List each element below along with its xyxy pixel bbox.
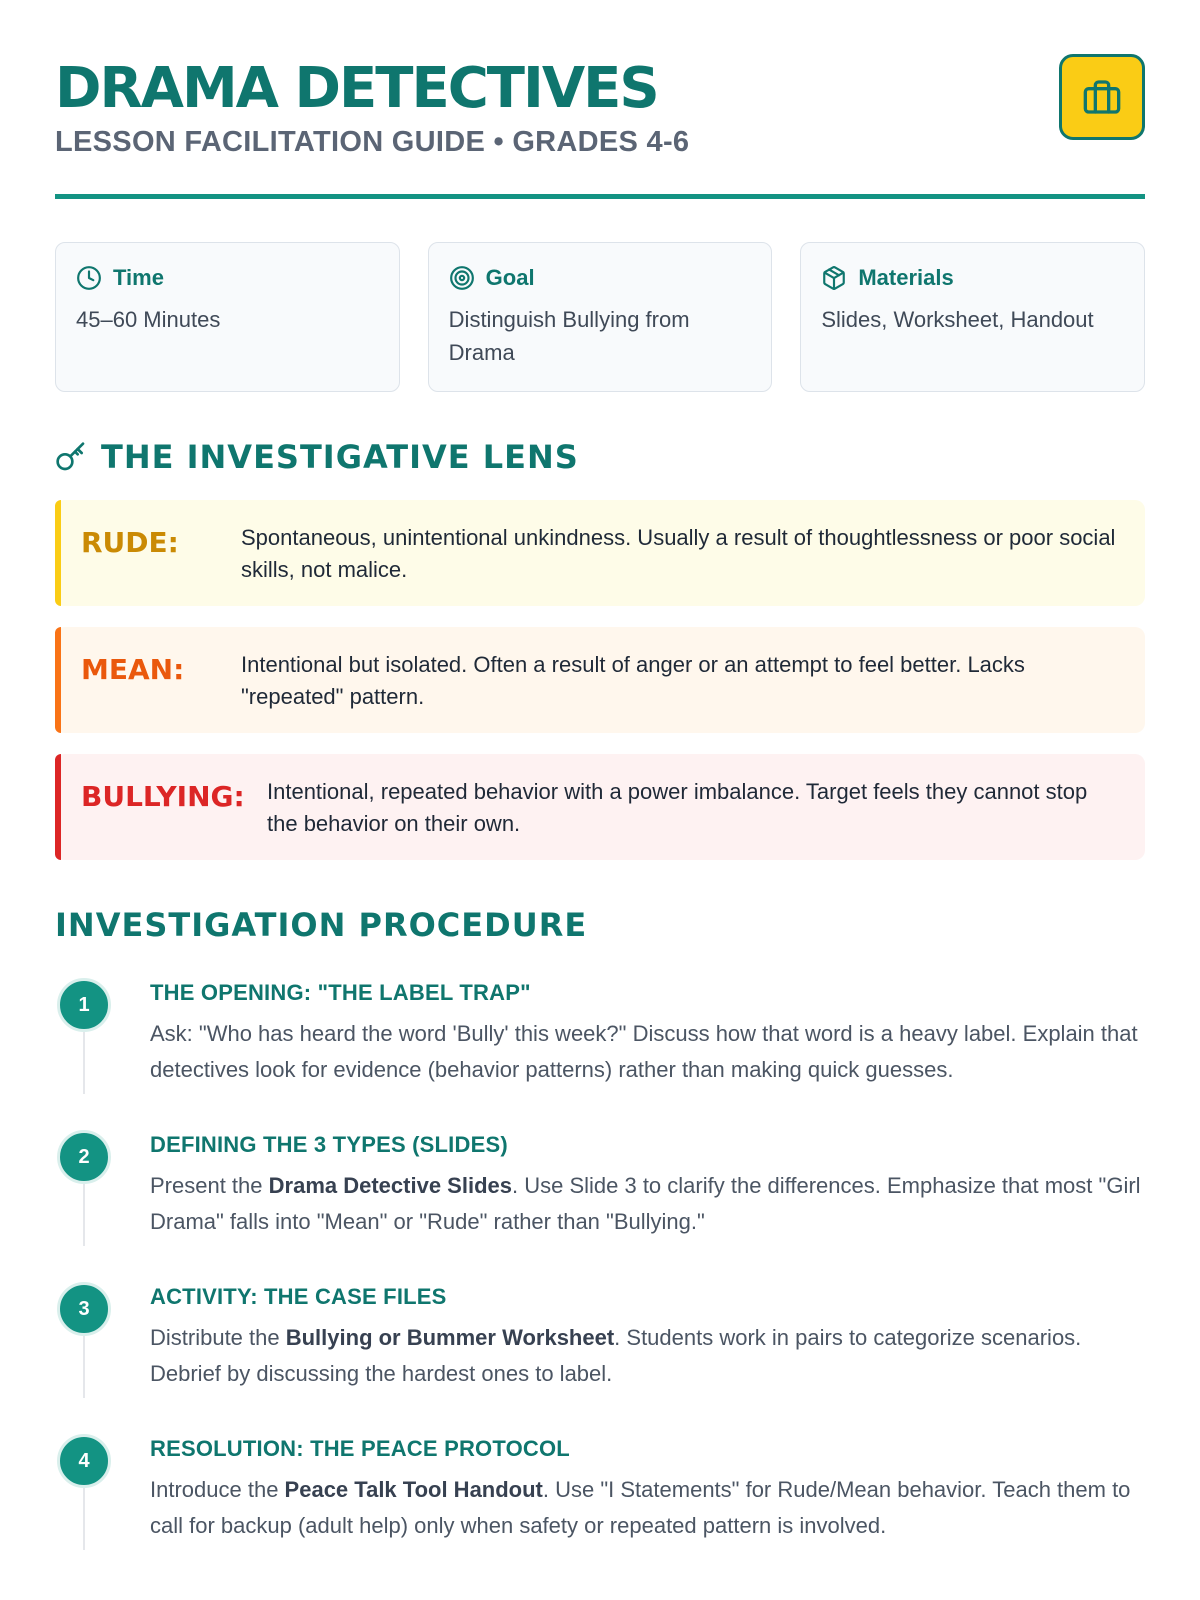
procedure-section-title: INVESTIGATION PROCEDURE (55, 906, 588, 944)
definition-bullying (55, 754, 1145, 860)
target-icon (449, 265, 475, 291)
step-heading: THE OPENING: "THE LABEL TRAP" (150, 980, 531, 1005)
info-card-title: Goal (485, 265, 535, 290)
step-heading: DEFINING THE 3 TYPES (SLIDES) (150, 1132, 508, 1157)
header-divider (55, 194, 1145, 199)
step-number: 2 (57, 1130, 111, 1184)
step-number: 4 (57, 1434, 111, 1488)
definition-mean (55, 627, 1145, 733)
definition-term: BULLYING: (81, 780, 245, 813)
briefcase-badge (1059, 54, 1145, 140)
info-card-goal (428, 242, 773, 392)
step-connector (83, 1184, 85, 1246)
procedure-step (55, 978, 1145, 1130)
lens-section-title (55, 438, 1145, 476)
page-title: DRAMA DETECTIVES (55, 56, 658, 121)
definition-rude (55, 500, 1145, 606)
procedure-step (55, 1130, 1145, 1282)
step-connector (83, 1488, 85, 1550)
step-connector (83, 1336, 85, 1398)
info-card-time (55, 242, 400, 392)
step-number: 3 (57, 1282, 111, 1336)
definition-text: Intentional, repeated behavior with a power imbalance. Target feels they cannot stop the behavior on their own. (267, 779, 1088, 836)
definition-text: Spontaneous, unintentional unkindness. Usually a result of thoughtlessness or poor social skills, not malice. (241, 525, 1116, 582)
step-text: Ask: "Who has heard the word 'Bully' this week?" Discuss how that word is a heavy label. Explain that detectives look for evidence (behavior patterns) rather than making quick guesses. (150, 1021, 1138, 1082)
step-connector (83, 1032, 85, 1094)
page-subtitle: LESSON FACILITATION GUIDE • GRADES 4-6 (55, 126, 690, 158)
step-number: 1 (57, 978, 111, 1032)
info-cards (55, 242, 1145, 392)
definitions-list (55, 500, 1145, 860)
info-card-title: Materials (858, 265, 954, 290)
definition-term: RUDE: (81, 526, 179, 559)
step-heading: RESOLUTION: THE PEACE PROTOCOL (150, 1436, 570, 1461)
procedure-step (55, 1434, 1145, 1586)
package-icon (821, 265, 847, 291)
lens-title-text: THE INVESTIGATIVE LENS (101, 438, 579, 476)
definition-text: Intentional but isolated. Often a result of anger or an attempt to feel better. Lacks "repeated" pattern. (241, 652, 1025, 709)
page-header (55, 0, 1145, 200)
info-card-body: 45–60 Minutes (76, 307, 221, 332)
procedure-steps (55, 978, 1145, 1586)
step-text: Distribute the Bullying or Bummer Worksheet. Students work in pairs to categorize scenarios. Debrief by discussing the hardest ones to label. (150, 1325, 1082, 1386)
clock-icon (76, 265, 102, 291)
step-text: Introduce the Peace Talk Tool Handout. Use "I Statements" for Rude/Mean behavior. Teach them to call for backup (adult help) only when safety or repeated pattern is involved. (150, 1477, 1131, 1538)
procedure-step (55, 1282, 1145, 1434)
info-card-body: Distinguish Bullying from Drama (448, 307, 690, 365)
info-card-body: Slides, Worksheet, Handout (821, 307, 1094, 332)
step-text: Present the Drama Detective Slides. Use Slide 3 to clarify the differences. Emphasize that most "Girl Drama" falls into "Mean" or "Rude" rather than "Bullying." (150, 1173, 1141, 1234)
definition-term: MEAN: (81, 653, 185, 686)
info-card-materials (800, 242, 1145, 392)
info-card-title: Time (113, 265, 164, 290)
step-heading: ACTIVITY: THE CASE FILES (150, 1284, 447, 1309)
briefcase-icon (1082, 77, 1122, 117)
key-icon (55, 441, 87, 473)
